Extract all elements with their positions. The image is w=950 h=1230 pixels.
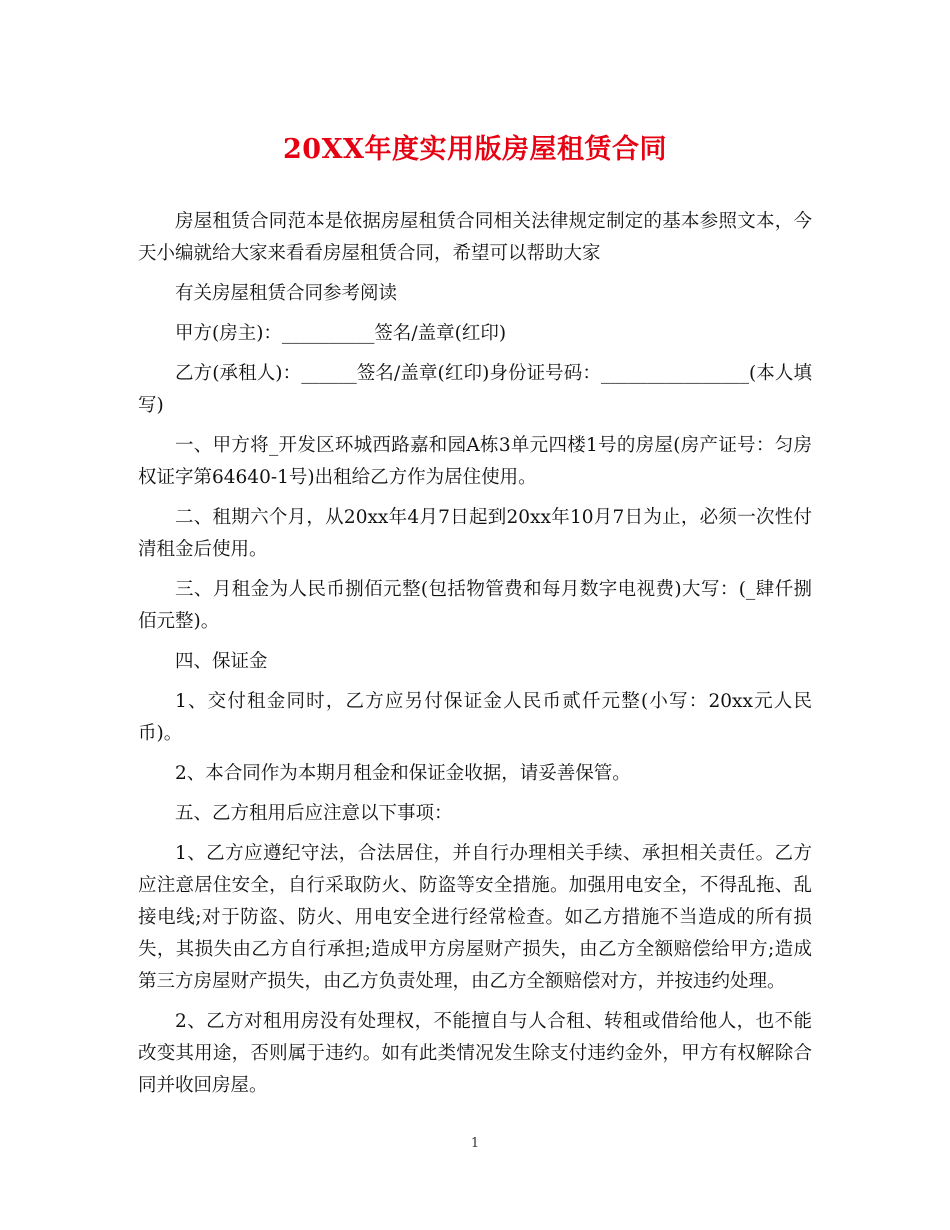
- document-title: 20XX年度实用版房屋租赁合同: [283, 134, 667, 165]
- paragraph-party-b: 乙方(承租人)：______签名/盖章(红印)身份证号码：________________(本人填写): [138, 363, 812, 416]
- paragraph-party-a: 甲方(房主)：__________签名/盖章(红印): [175, 323, 507, 344]
- paragraph-clause-2: 二、租期六个月，从20xx年4月7日起到20xx年10月7日为止，必须一次性付清租金后使用。: [138, 507, 812, 560]
- paragraph-clause-5-2: 2、乙方对租用房没有处理权，不能擅自与人合租、转租或借给他人，也不能改变其用途，否则属于违约。如有此类情况发生除支付违约金外，甲方有权解除合同并收回房屋。: [138, 1011, 812, 1096]
- paragraph-clause-1: 一、甲方将_开发区环城西路嘉和园A栋3单元四楼1号的房屋(房产证号：匀房权证字第64640-1号)出租给乙方作为居住使用。: [138, 435, 812, 488]
- paragraph-reference: 有关房屋租赁合同参考阅读: [175, 283, 398, 304]
- page-number: 1: [470, 1136, 480, 1151]
- document-body: [138, 206, 812, 1110]
- paragraph-clause-4-1: 1、交付租金同时，乙方应另付保证金人民币贰仟元整(小写：20xx元人民币)。: [138, 691, 812, 744]
- paragraph-clause-5-1: 1、乙方应遵纪守法，合法居住，并自行办理相关手续、承担相关责任。乙方应注意居住安全，自行采取防火、防盗等安全措施。加强用电安全，不得乱拖、乱接电线;对于防盗、防火、用电安全进行经常检查。如乙方措施不当造成的所有损失，其损失由乙方自行承担;造成甲方房屋财产损失，由乙方全额赔偿给甲方;造成第三方房屋财产损失，由乙方负责处理，由乙方全额赔偿对方，并按违约处理。: [138, 843, 812, 992]
- paragraph-clause-4-heading: 四、保证金: [175, 651, 268, 672]
- paragraph-intro: 房屋租赁合同范本是依据房屋租赁合同相关法律规定制定的基本参照文本，今天小编就给大家来看看房屋租赁合同，希望可以帮助大家: [138, 211, 812, 264]
- paragraph-clause-4-2: 2、本合同作为本期月租金和保证金收据，请妥善保管。: [175, 763, 631, 784]
- paragraph-clause-5-heading: 五、乙方租用后应注意以下事项：: [175, 803, 453, 824]
- paragraph-clause-3: 三、月租金为人民币捌佰元整(包括物管费和每月数字电视费)大写：(_肆仟捌佰元整)。: [138, 579, 812, 632]
